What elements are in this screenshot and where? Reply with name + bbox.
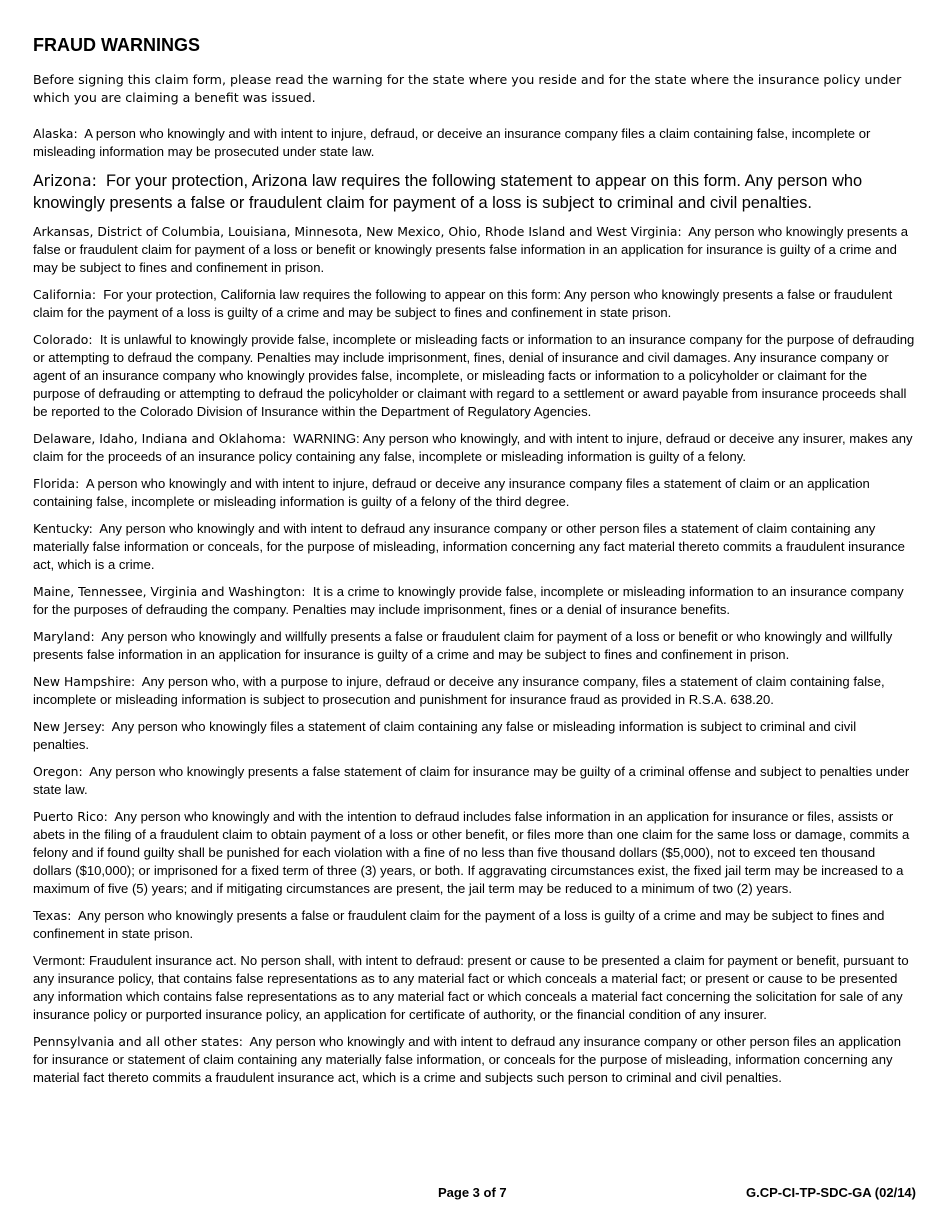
warning-new-jersey [33, 718, 915, 754]
warning-oregon [33, 763, 915, 799]
state-label: Texas: [33, 908, 72, 923]
state-label: Delaware, Idaho, Indiana and Oklahoma: [33, 431, 286, 446]
page-number: Page 3 of 7 [438, 1185, 507, 1200]
warning-california [33, 286, 915, 322]
warning-maryland [33, 628, 915, 664]
fraud-warnings-list [33, 125, 915, 1087]
state-label: Colorado: [33, 332, 93, 347]
warning-text: For your protection, Arizona law requires the following statement to appear on this form. Any person who knowingly presents a false or fraudulent claim for payment of a loss is subject to criminal and civil penalties. [33, 172, 863, 212]
warning-text: It is unlawful to knowingly provide false, incomplete or misleading facts or information to an insurance company for the purpose of defrauding or attempting to defraud the company. Penalties may include imprisonment, fines, denial of insurance and civil damages. Any insurance company or agent of an insurance company who knowingly provides false, incomplete, or misleading facts or information to a policyholder or claimant for the purpose of defrauding or attempting to defraud the policyholder or claimant with regard to a settlement or award payable from insurance proceeds shall be reported to the Colorado Division of Insurance within the Department of Regulatory Agencies. [33, 332, 915, 419]
warning-florida [33, 475, 915, 511]
warning-text: It is a crime to knowingly provide false, incomplete or misleading information to an insurance company for the purposes of defrauding the company. Penalties may include imprisonment, fines or a denial of insurance benefits. [33, 584, 904, 617]
warning-text: WARNING: Any person who knowingly, and with intent to injure, defraud or deceive any insurer, makes any claim for the proceeds of an insurance policy containing any false, incomplete or misleading information is guilty of a felony. [33, 431, 913, 464]
warning-text: Any person who knowingly presents a false or fraudulent claim for the payment of a loss is guilty of a crime and may be subject to fines and confinement in state prison. [33, 908, 885, 941]
warning-kentucky [33, 520, 915, 574]
warning-text: Any person who knowingly and willfully presents a false or fraudulent claim for payment of a loss or benefit or who knowingly and willfully presents false information in an application for insurance is guilty of a crime and may be subject to fines and confinement in prison. [33, 629, 893, 662]
state-label: Puerto Rico: [33, 809, 108, 824]
warning-text: Any person who knowingly and with intent to defraud any insurance company or other person files a statement of claim containing any materially false information or conceals, for the purpose of misleading, information concerning any fact material thereto commits a fraudulent insurance act, which is a crime. [33, 521, 905, 572]
state-label: Vermont: [33, 953, 86, 968]
warning-text: A person who knowingly and with intent to injure, defraud, or deceive an insurance company files a claim containing false, incomplete or misleading information may be prosecuted under state law. [33, 126, 871, 159]
intro-paragraph: Before signing this claim form, please read the warning for the state where you reside and for the state where the insurance policy under which you are claiming a benefit was issued. [33, 72, 902, 105]
state-label: Florida: [33, 476, 80, 491]
warning-texas [33, 907, 915, 943]
state-label: Kentucky: [33, 521, 93, 536]
state-label: New Hampshire: [33, 674, 136, 689]
document-page [33, 34, 915, 1096]
warning-text: Any person who knowingly presents a false or fraudulent claim for payment of a loss or benefit or knowingly presents false information in an application for insurance is guilty of a crime and may be subject to fines and confinement in prison. [33, 224, 909, 275]
state-label: California: [33, 287, 97, 302]
warning-text: A person who knowingly and with intent to injure, defraud or deceive any insurance company files a statement of claim or an application containing false, incomplete or misleading information is guilty of a felony of the third degree. [33, 476, 870, 509]
warning-arkansas-group [33, 223, 915, 277]
page-title: FRAUD WARNINGS [33, 35, 200, 55]
warning-text: Fraudulent insurance act. No person shall, with intent to defraud: present or cause to be presented a claim for payment or benefit, pursuant to any insurance policy, that contains false representations as to any material fact or which conceals a material fact; or present or cause to be presented any information which contains false representations as to any material fact or which conceals a material fact concerning the solicitation for sale of any insurance policy or purported insurance policy, an application for certificate of authority, or the financial condition of any insurer. [33, 953, 909, 1022]
warning-text: Any person who knowingly presents a false statement of claim for insurance may be guilty of a criminal offense and subject to penalties under state law. [33, 764, 910, 797]
warning-delaware-group [33, 430, 915, 466]
warning-text: Any person who knowingly files a statement of claim containing any false or misleading information is subject to criminal and civil penalties. [33, 719, 857, 752]
warning-text: Any person who, with a purpose to injure, defraud or deceive any insurance company, files a statement of claim containing false, incomplete or misleading information is subject to prosecution and punishment for insurance fraud as provided in R.S.A. 638.20. [33, 674, 885, 707]
state-label: Oregon: [33, 764, 83, 779]
warning-text: Any person who knowingly and with intent to defraud any insurance company or other person files an application for insurance or statement of claim containing any materially false information, or conceals for the purpose of misleading, information concerning any material fact thereto commits a fraudulent insurance act, which is a crime and subjects such person to criminal and civil penalties. [33, 1034, 901, 1085]
warning-text: Any person who knowingly and with the intention to defraud includes false information in an application for insurance or files, assists or abets in the filing of a fraudulent claim to obtain payment of a loss or other benefit, or files more than one claim for the same loss or damage, commits a felony and if found guilty shall be punished for each violation with a fine of no less than five thousand dollars ($5,000), not to exceed ten thousand dollars ($10,000); or imprisoned for a fixed term of three (3) years, or both. If aggravating circumstances exist, the fixed jail term may be increased to a maximum of five (5) years; and if mitigating circumstances are present, the jail term may be reduced to a minimum of two (2) years. [33, 809, 910, 896]
state-label: Maryland: [33, 629, 95, 644]
warning-new-hampshire [33, 673, 915, 709]
warning-puerto-rico [33, 808, 915, 898]
form-code: G.CP-CI-TP-SDC-GA (02/14) [746, 1185, 916, 1200]
state-label: Pennsylvania and all other states: [33, 1034, 243, 1049]
warning-maine-group [33, 583, 915, 619]
warning-arizona [33, 170, 915, 214]
state-label: New Jersey: [33, 719, 106, 734]
warning-alaska [33, 125, 915, 161]
warning-colorado [33, 331, 915, 421]
warning-vermont [33, 952, 915, 1024]
warning-pennsylvania-all-other [33, 1033, 915, 1087]
state-label: Arizona: [33, 172, 97, 190]
state-label: Arkansas, District of Columbia, Louisiana, Minnesota, New Mexico, Ohio, Rhode Island and West Virginia: [33, 224, 682, 239]
state-label: Alaska: [33, 126, 78, 141]
warning-text: For your protection, California law requires the following to appear on this form: Any person who knowingly presents a false or fraudulent claim for the payment of a loss is guilty of a crime and may be subject to fines and confinement in state prison. [33, 287, 893, 320]
state-label: Maine, Tennessee, Virginia and Washington: [33, 584, 306, 599]
